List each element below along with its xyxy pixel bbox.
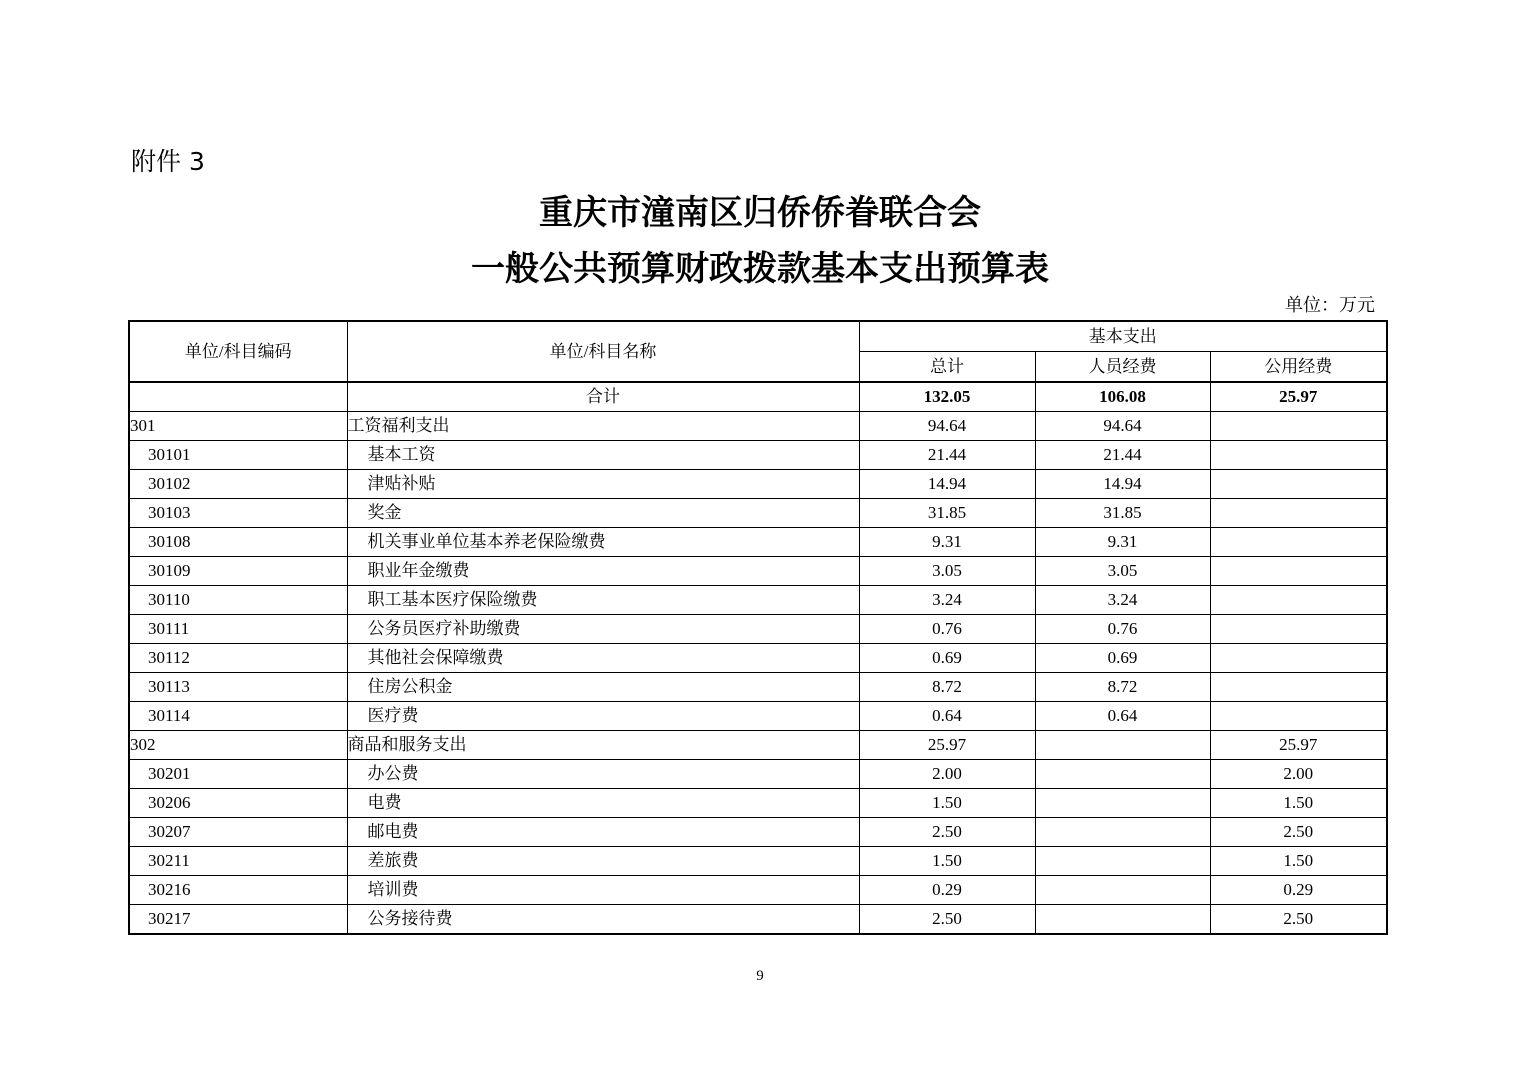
row-name: 基本工资	[347, 441, 859, 470]
row-total: 2.50	[859, 818, 1035, 847]
row-personnel: 0.64	[1035, 702, 1210, 731]
table-row	[129, 412, 1387, 441]
row-public	[1210, 644, 1387, 673]
row-total: 25.97	[859, 731, 1035, 760]
table-row	[129, 905, 1387, 935]
row-name: 办公费	[347, 760, 859, 789]
row-total: 2.00	[859, 760, 1035, 789]
row-personnel	[1035, 818, 1210, 847]
row-public	[1210, 441, 1387, 470]
document-title-line-1: 重庆市潼南区归侨侨眷联合会	[539, 193, 981, 233]
header-basic-expenditure: 基本支出	[859, 321, 1387, 352]
row-code: 30206	[129, 789, 347, 818]
row-name: 医疗费	[347, 702, 859, 731]
row-code: 30102	[129, 470, 347, 499]
row-public: 1.50	[1210, 789, 1387, 818]
row-name: 差旅费	[347, 847, 859, 876]
row-code: 30108	[129, 528, 347, 557]
row-personnel: 31.85	[1035, 499, 1210, 528]
row-code: 30110	[129, 586, 347, 615]
row-personnel: 3.24	[1035, 586, 1210, 615]
table-row	[129, 789, 1387, 818]
page-number: 9	[756, 968, 764, 984]
row-name: 住房公积金	[347, 673, 859, 702]
row-personnel	[1035, 789, 1210, 818]
row-public: 0.29	[1210, 876, 1387, 905]
row-code: 30207	[129, 818, 347, 847]
table-row	[129, 702, 1387, 731]
row-public: 2.50	[1210, 818, 1387, 847]
table-row	[129, 876, 1387, 905]
row-total: 14.94	[859, 470, 1035, 499]
total-total: 132.05	[859, 382, 1035, 412]
row-name: 奖金	[347, 499, 859, 528]
row-total: 3.05	[859, 557, 1035, 586]
row-total: 94.64	[859, 412, 1035, 441]
row-total: 0.64	[859, 702, 1035, 731]
table-row	[129, 818, 1387, 847]
row-public	[1210, 528, 1387, 557]
row-total: 1.50	[859, 847, 1035, 876]
document-title-line-2: 一般公共预算财政拨款基本支出预算表	[471, 249, 1049, 289]
row-name: 工资福利支出	[347, 412, 859, 441]
table-row	[129, 644, 1387, 673]
row-personnel: 14.94	[1035, 470, 1210, 499]
row-code: 30109	[129, 557, 347, 586]
row-personnel	[1035, 760, 1210, 789]
row-personnel: 0.69	[1035, 644, 1210, 673]
table-row	[129, 731, 1387, 760]
table-body	[129, 382, 1387, 934]
row-name: 邮电费	[347, 818, 859, 847]
row-personnel	[1035, 876, 1210, 905]
row-name: 其他社会保障缴费	[347, 644, 859, 673]
row-name: 职业年金缴费	[347, 557, 859, 586]
header-code: 单位/科目编码	[129, 321, 347, 382]
total-code-cell	[129, 382, 347, 412]
row-personnel: 8.72	[1035, 673, 1210, 702]
table-row	[129, 441, 1387, 470]
row-code: 30101	[129, 441, 347, 470]
row-public	[1210, 702, 1387, 731]
row-personnel: 3.05	[1035, 557, 1210, 586]
table-row	[129, 760, 1387, 789]
table-row	[129, 847, 1387, 876]
row-personnel: 9.31	[1035, 528, 1210, 557]
row-total: 31.85	[859, 499, 1035, 528]
budget-table	[128, 320, 1388, 935]
row-name: 公务接待费	[347, 905, 859, 935]
row-name: 职工基本医疗保险缴费	[347, 586, 859, 615]
header-name: 单位/科目名称	[347, 321, 859, 382]
row-code: 30112	[129, 644, 347, 673]
table-row	[129, 615, 1387, 644]
row-code: 30201	[129, 760, 347, 789]
row-public	[1210, 673, 1387, 702]
row-public	[1210, 586, 1387, 615]
row-personnel: 21.44	[1035, 441, 1210, 470]
total-public: 25.97	[1210, 382, 1387, 412]
row-public: 2.00	[1210, 760, 1387, 789]
row-name: 培训费	[347, 876, 859, 905]
row-total: 21.44	[859, 441, 1035, 470]
table-row	[129, 586, 1387, 615]
row-total: 3.24	[859, 586, 1035, 615]
row-name: 机关事业单位基本养老保险缴费	[347, 528, 859, 557]
row-code: 30103	[129, 499, 347, 528]
row-public	[1210, 615, 1387, 644]
row-public	[1210, 412, 1387, 441]
row-personnel	[1035, 847, 1210, 876]
row-personnel	[1035, 905, 1210, 935]
row-public	[1210, 499, 1387, 528]
total-label: 合计	[347, 382, 859, 412]
row-personnel: 0.76	[1035, 615, 1210, 644]
row-code: 30111	[129, 615, 347, 644]
row-public	[1210, 470, 1387, 499]
row-personnel: 94.64	[1035, 412, 1210, 441]
row-public: 25.97	[1210, 731, 1387, 760]
row-name: 津贴补贴	[347, 470, 859, 499]
table-row	[129, 557, 1387, 586]
total-row	[129, 382, 1387, 412]
row-total: 1.50	[859, 789, 1035, 818]
header-total: 总计	[859, 352, 1035, 383]
table-row	[129, 528, 1387, 557]
row-total: 9.31	[859, 528, 1035, 557]
attachment-label: 附件 3	[131, 147, 205, 176]
row-code: 302	[129, 731, 347, 760]
row-code: 30114	[129, 702, 347, 731]
row-name: 公务员医疗补助缴费	[347, 615, 859, 644]
header-public: 公用经费	[1210, 352, 1387, 383]
header-personnel: 人员经费	[1035, 352, 1210, 383]
row-public: 2.50	[1210, 905, 1387, 935]
row-total: 0.76	[859, 615, 1035, 644]
table-row	[129, 673, 1387, 702]
row-name: 电费	[347, 789, 859, 818]
row-total: 0.29	[859, 876, 1035, 905]
total-personnel: 106.08	[1035, 382, 1210, 412]
row-code: 30216	[129, 876, 347, 905]
table-row	[129, 470, 1387, 499]
row-code: 301	[129, 412, 347, 441]
row-code: 30113	[129, 673, 347, 702]
table-header	[129, 321, 1387, 382]
table-row	[129, 499, 1387, 528]
unit-label: 单位：万元	[1285, 295, 1375, 315]
row-name: 商品和服务支出	[347, 731, 859, 760]
row-public	[1210, 557, 1387, 586]
row-total: 0.69	[859, 644, 1035, 673]
row-code: 30217	[129, 905, 347, 935]
row-code: 30211	[129, 847, 347, 876]
row-public: 1.50	[1210, 847, 1387, 876]
row-total: 8.72	[859, 673, 1035, 702]
row-personnel	[1035, 731, 1210, 760]
row-total: 2.50	[859, 905, 1035, 935]
